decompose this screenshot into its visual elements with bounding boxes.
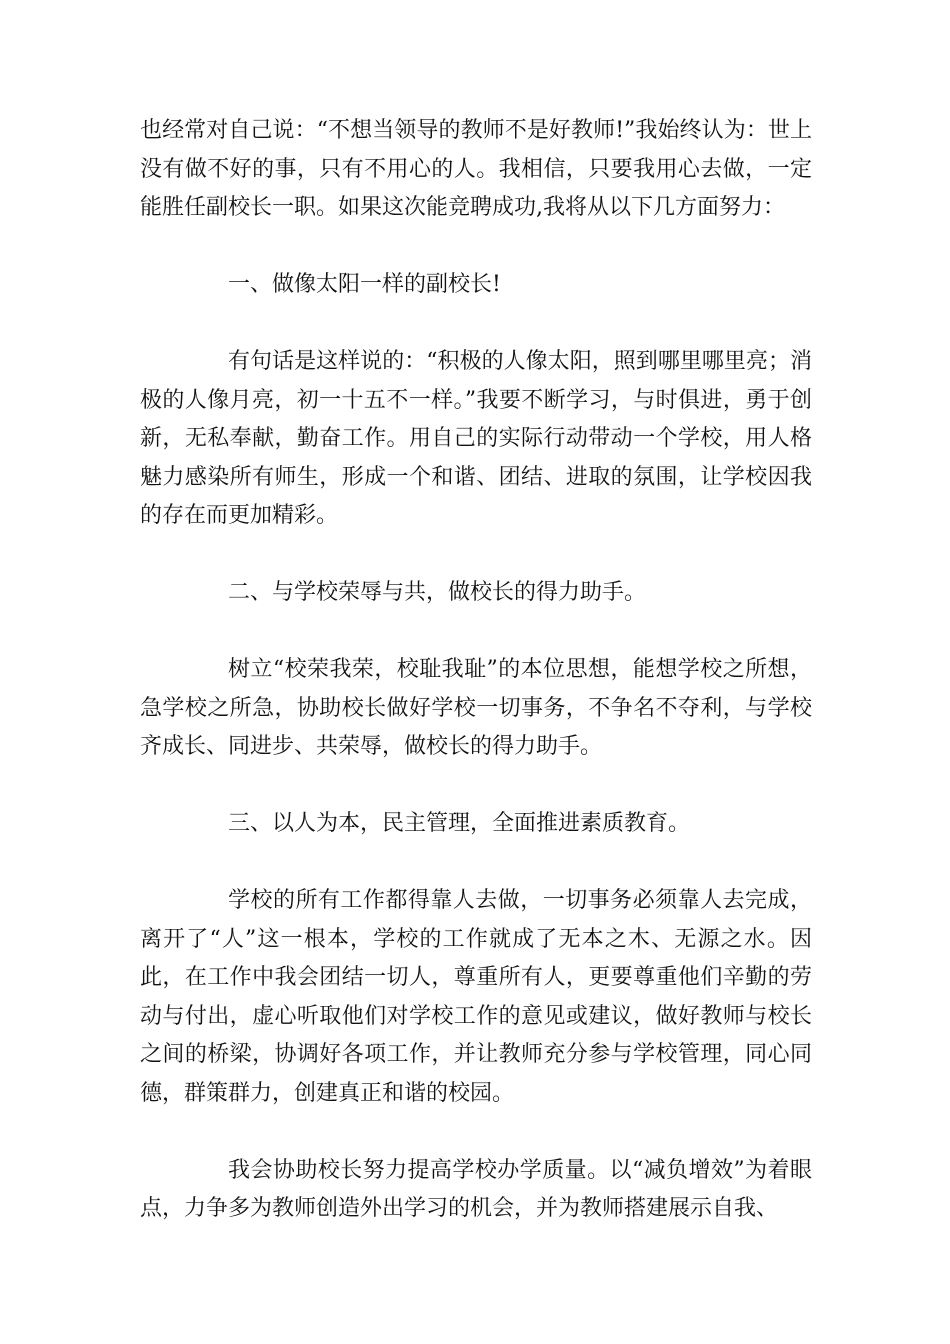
- paragraph-section-3: 学校的所有工作都得靠人去做，一切事务必须靠人去完成，离开了“人”这一根本，学校的工作就成了无本之木、无源之水。因此，在工作中我会团结一切人，尊重所有人，更要尊重他们辛勤的劳动与付出，虚心听取他们对学校工作的意见或建议，做好教师与校长之间的桥梁，协调好各项工作，并让教师充分参与学校管理，同心同德，群策群力，创建真正和谐的校园。: [140, 888, 812, 1106]
- document-body: [140, 112, 812, 1229]
- section-heading-1: 一、做像太阳一样的副校长!: [228, 272, 501, 297]
- paragraph-quality: 我会协助校长努力提高学校办学质量。以“减负增效”为着眼点，力争多为教师创造外出学习的机会，并为教师搭建展示自我、: [140, 1157, 812, 1221]
- paragraph-section-1: 有句话是这样说的：“积极的人像太阳，照到哪里哪里亮；消极的人像月亮，初一十五不一样。”我要不断学习，与时俱进，勇于创新，无私奉献，勤奋工作。用自己的实际行动带动一个学校，用人格魅力感染所有师生，形成一个和谐、团结、进取的氛围，让学校因我的存在而更加精彩。: [140, 349, 812, 528]
- paragraph-intro: 也经常对自己说：“不想当领导的教师不是好教师!”我始终认为：世上没有做不好的事，只有不用心的人。我相信，只要我用心去做，一定能胜任副校长一职。如果这次能竞聘成功,我将从以下几方面努力：: [140, 118, 812, 220]
- section-heading-2: 二、与学校荣辱与共，做校长的得力助手。: [228, 580, 647, 605]
- section-heading-3: 三、以人为本，民主管理，全面推进素质教育。: [228, 811, 691, 836]
- paragraph-section-2: 树立“校荣我荣，校耻我耻”的本位思想，能想学校之所想，急学校之所急，协助校长做好学校一切事务，不争名不夺利，与学校齐成长、同进步、共荣辱，做校长的得力助手。: [140, 657, 812, 759]
